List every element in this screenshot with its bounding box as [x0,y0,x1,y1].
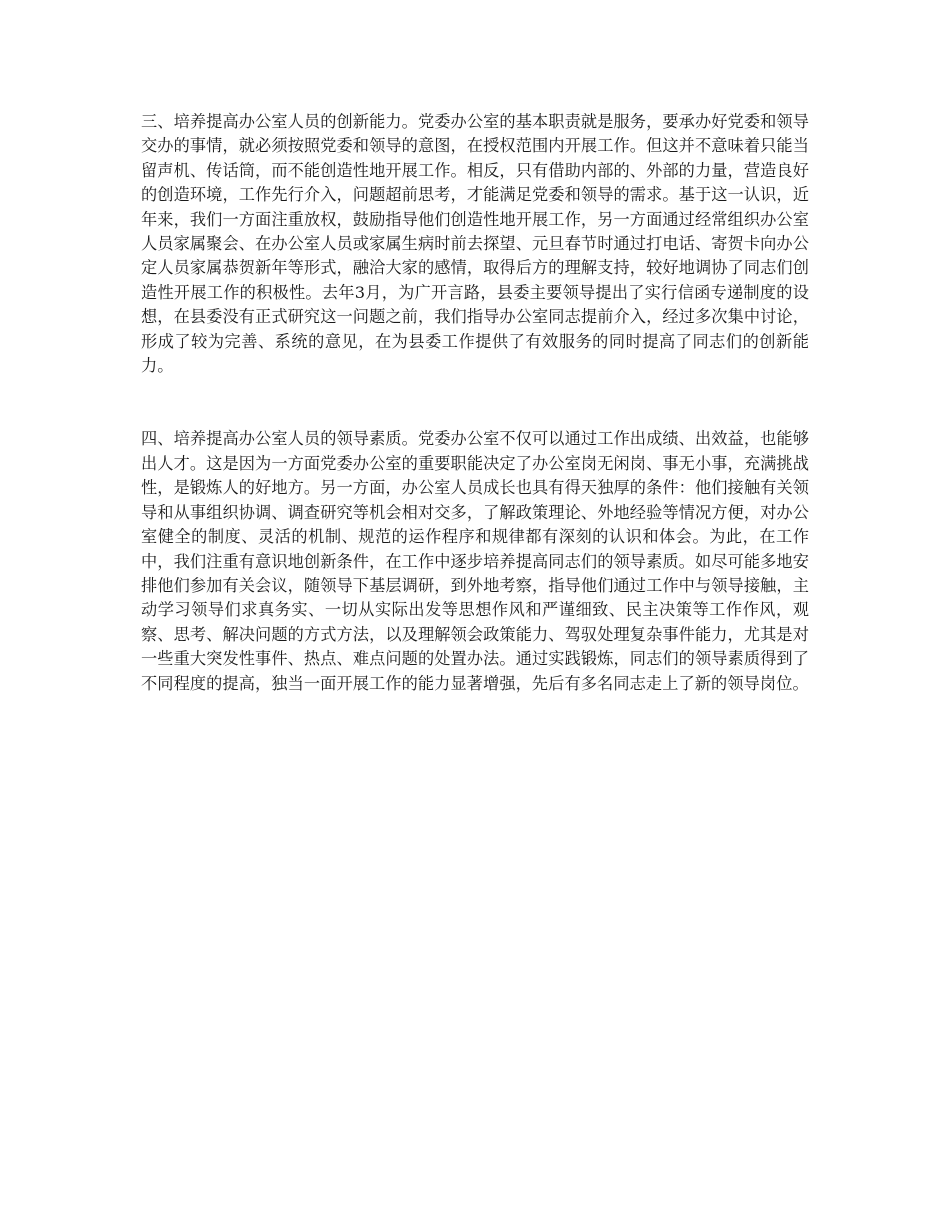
document-body [141,110,809,696]
paragraph-leadership-quality: 四、培养提高办公室人员的领导素质。党委办公室不仅可以通过工作出成绩、出效益，也能够出人才。这是因为一方面党委办公室的重要职能决定了办公室岗无闲岗、事无小事，充满挑战性，是锻炼人的好地方。另一方面，办公室人员成长也具有得天独厚的条件：他们接触有关领导和从事组织协调、调查研究等机会相对交多，了解政策理论、外地经验等情况方便，对办公室健全的制度、灵活的机制、规范的运作程序和规律都有深刻的认识和体会。为此，在工作中，我们注重有意识地创新条件，在工作中逐步培养提高同志们的领导素质。如尽可能多地安排他们参加有关会议，随领导下基层调研，到外地考察，指导他们通过工作中与领导接触，主动学习领导们求真务实、一切从实际出发等思想作风和严谨细致、民主决策等工作作风，观察、思考、解决问题的方式方法，以及理解领会政策能力、驾驭处理复杂事件能力，尤其是对一些重大突发性事件、热点、难点问题的处置办法。通过实践锻炼，同志们的领导素质得到了不同程度的提高，独当一面开展工作的能力显著增强，先后有多名同志走上了新的领导岗位。 [141,429,809,693]
paragraph-innovation-ability: 三、培养提高办公室人员的创新能力。党委办公室的基本职责就是服务，要承办好党委和领导交办的事情，就必须按照党委和领导的意图，在授权范围内开展工作。但这并不意味着只能当留声机、传话筒，而不能创造性地开展工作。相反，只有借助内部的、外部的力量，营造良好的创造环境，工作先行介入，问题超前思考，才能满足党委和领导的需求。基于这一认识，近年来，我们一方面注重放权，鼓励指导他们创造性地开展工作，另一方面通过经常组织办公室人员家属聚会、在办公室人员或家属生病时前去探望、元旦春节时通过打电话、寄贺卡向办公定人员家属恭贺新年等形式，融洽大家的感情，取得后方的理解支持，较好地调协了同志们创造性开展工作的积极性。去年3月，为广开言路，县委主要领导提出了实行信函专递制度的设想，在县委没有正式研究这一问题之前，我们指导办公室同志提前介入，经过多次集中讨论，形成了较为完善、系统的意见，在为县委工作提供了有效服务的同时提高了同志们的创新能力。 [141,112,809,376]
